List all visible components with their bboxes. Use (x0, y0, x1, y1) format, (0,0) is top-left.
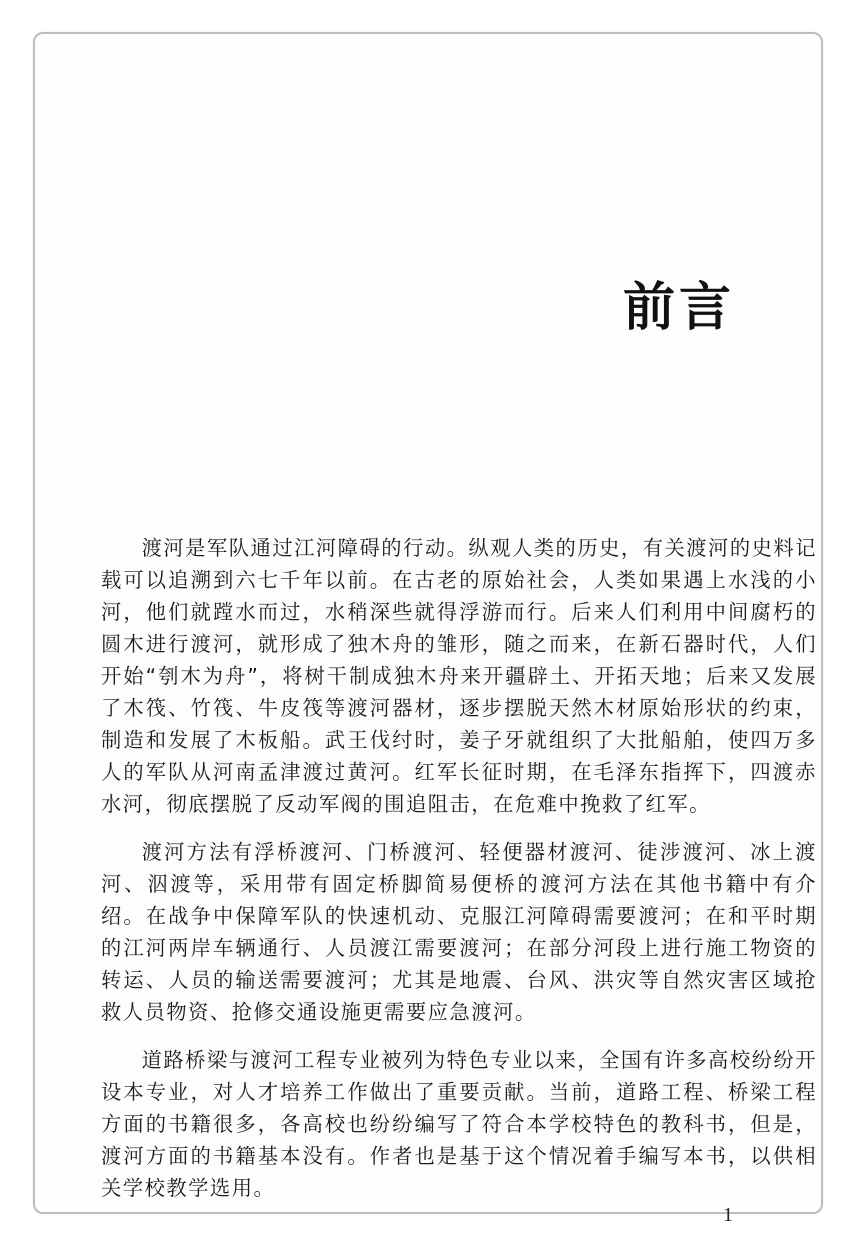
page-number: 1 (723, 1204, 733, 1226)
paragraph-2: 渡河方法有浮桥渡河、门桥渡河、轻便器材渡河、徒涉渡河、冰上渡河、泅渡等，采用带有固定桥脚简易便桥的渡河方法在其他书籍中有介绍。在战争中保障军队的快速机动、克服江河障碍需要渡河；在和平时期的江河两岸车辆通行、人员渡江需要渡河；在部分河段上进行施工物资的转运、人员的输送需要渡河；尤其是地震、台风、洪灾等自然灾害区域抢救人员物资、抢修交通设施更需要应急渡河。 (101, 840, 817, 1024)
page-title: 前言 (622, 277, 735, 338)
paragraph-3: 道路桥梁与渡河工程专业被列为特色专业以来，全国有许多高校纷纷开设本专业，对人才培养工作做出了重要贡献。当前，道路工程、桥梁工程方面的书籍很多，各高校也纷纷编写了符合本学校特色的教科书，但是，渡河方面的书籍基本没有。作者也是基于这个情况着手编写本书，以供相关学校教学选用。 (101, 1048, 817, 1200)
paragraph-1: 渡河是军队通过江河障碍的行动。纵观人类的历史，有关渡河的史料记载可以追溯到六七千年以前。在古老的原始社会，人类如果遇上水浅的小河，他们就蹚水而过，水稍深些就得浮游而行。后来人们利用中间腐朽的圆木进行渡河，就形成了独木舟的雏形，随之而来，在新石器时代，人们开始“刳木为舟”，将树干制成独木舟来开疆辟土、开拓天地；后来又发展了木筏、竹筏、牛皮筏等渡河器材，逐步摆脱天然木材原始形状的约束，制造和发展了木板船。武王伐纣时，姜子牙就组织了大批船舶，使四万多人的军队从河南孟津渡过黄河。红军长征时期，在毛泽东指挥下，四渡赤水河，彻底摆脱了反动军阀的围追阻击，在危难中挽救了红军。 (101, 536, 817, 816)
body-text (101, 532, 817, 1220)
book-page (33, 32, 823, 1226)
